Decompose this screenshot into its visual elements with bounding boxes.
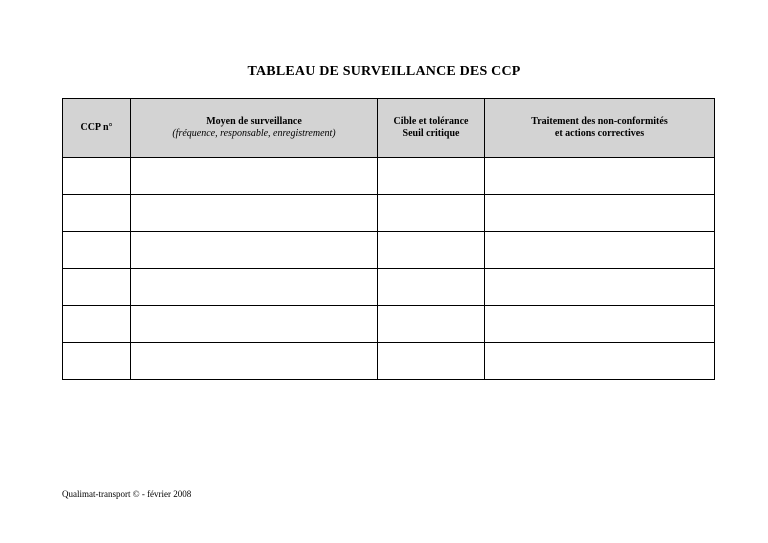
table-row xyxy=(63,158,715,195)
header-monitoring-means-sublabel: (fréquence, responsable, enregistrement) xyxy=(172,128,336,139)
table-cell[interactable] xyxy=(63,158,131,195)
header-row xyxy=(63,99,715,158)
table-cell[interactable] xyxy=(485,195,715,232)
header-target-tolerance-label: Cible et tolérance xyxy=(393,116,469,127)
table-cell[interactable] xyxy=(63,343,131,380)
header-nonconformity-treatment xyxy=(485,99,715,158)
header-ccp-number xyxy=(63,99,131,158)
table-cell[interactable] xyxy=(131,269,378,306)
table-cell[interactable] xyxy=(378,158,485,195)
table-cell[interactable] xyxy=(485,158,715,195)
header-corrective-actions-label: et actions correctives xyxy=(554,128,645,139)
table-row xyxy=(63,306,715,343)
table-cell[interactable] xyxy=(485,343,715,380)
table-cell[interactable] xyxy=(131,232,378,269)
table-cell[interactable] xyxy=(378,269,485,306)
table-cell[interactable] xyxy=(378,195,485,232)
table-cell[interactable] xyxy=(378,232,485,269)
table-cell[interactable] xyxy=(63,269,131,306)
header-monitoring-means xyxy=(131,99,378,158)
header-monitoring-means-label: Moyen de surveillance xyxy=(206,116,302,127)
table-cell[interactable] xyxy=(485,306,715,343)
table-cell[interactable] xyxy=(131,195,378,232)
table-cell[interactable] xyxy=(131,306,378,343)
table-row xyxy=(63,343,715,380)
table-row xyxy=(63,232,715,269)
footer-copyright: Qualimat-transport © - février 2008 xyxy=(62,489,192,499)
table-cell[interactable] xyxy=(131,158,378,195)
header-nonconformity-label: Traitement des non-conformités xyxy=(531,116,668,127)
table-cell[interactable] xyxy=(63,195,131,232)
surveillance-table xyxy=(62,98,715,380)
table-row xyxy=(63,195,715,232)
table-cell[interactable] xyxy=(63,232,131,269)
page-title: TABLEAU DE SURVEILLANCE DES CCP xyxy=(247,64,521,79)
header-critical-threshold-label: Seuil critique xyxy=(402,128,460,139)
table-cell[interactable] xyxy=(378,306,485,343)
header-target-tolerance xyxy=(378,99,485,158)
table-cell[interactable] xyxy=(131,343,378,380)
table-cell[interactable] xyxy=(63,306,131,343)
table-row xyxy=(63,269,715,306)
header-ccp-number-label: CCP n° xyxy=(80,122,113,133)
table-cell[interactable] xyxy=(485,232,715,269)
table-cell[interactable] xyxy=(485,269,715,306)
table-cell[interactable] xyxy=(378,343,485,380)
